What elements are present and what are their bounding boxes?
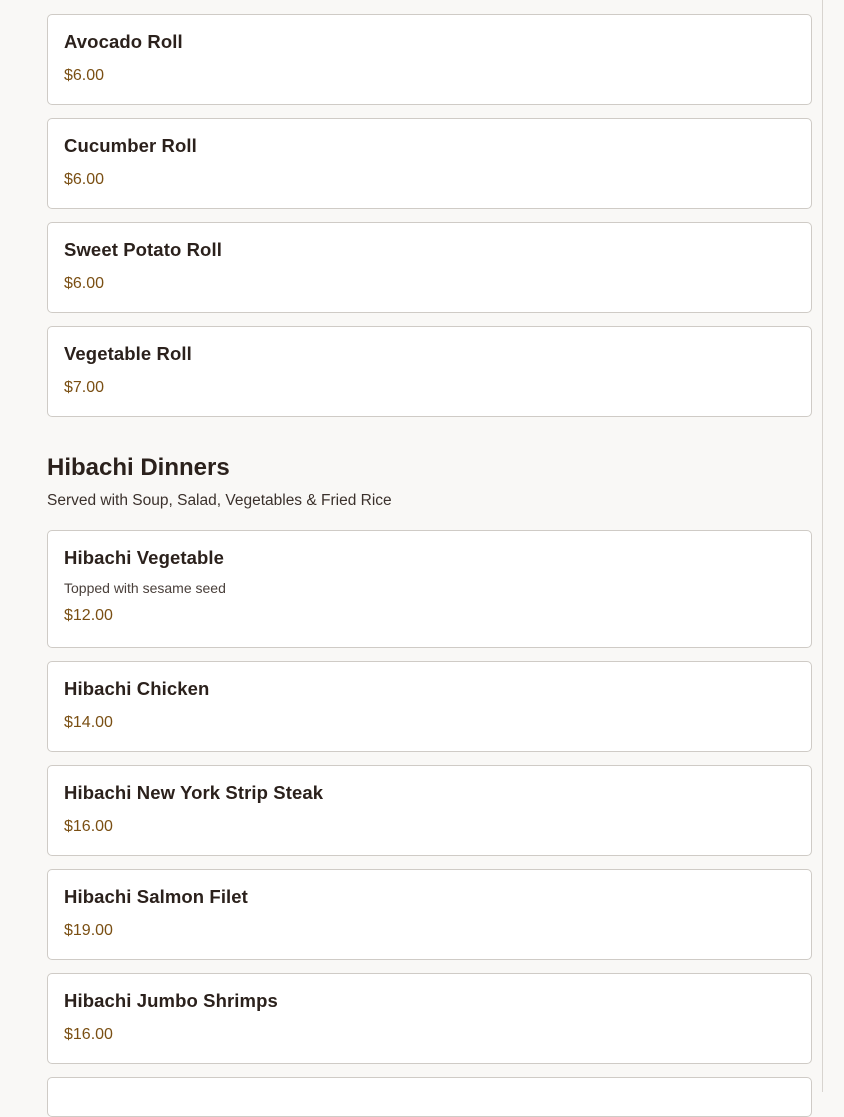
menu-item-price: $6.00 <box>64 275 105 292</box>
menu-item-price: $6.00 <box>64 67 105 84</box>
menu-item-price: $16.00 <box>64 1026 113 1043</box>
menu-item-price: $16.00 <box>64 818 113 835</box>
menu-item-card[interactable] <box>47 14 812 105</box>
menu-item-card[interactable] <box>47 118 812 209</box>
menu-item-description: Topped with sesame seed <box>64 580 226 596</box>
menu-item-card[interactable] <box>47 326 812 417</box>
menu-item-name: Avocado Roll <box>64 31 183 52</box>
hibachi-section <box>47 453 392 511</box>
menu-item-card-partial[interactable] <box>47 1077 812 1117</box>
menu-item-price: $7.00 <box>64 379 105 396</box>
menu-item-name: Hibachi Chicken <box>64 678 210 699</box>
menu-item-name: Hibachi Vegetable <box>64 547 225 568</box>
menu-item-card[interactable] <box>47 973 812 1064</box>
section-title: Hibachi Dinners <box>47 454 230 481</box>
menu-item-name: Hibachi New York Strip Steak <box>64 782 324 803</box>
menu-item-card[interactable] <box>47 222 812 313</box>
hibachi-list <box>47 530 812 1117</box>
menu-item-name: Hibachi Jumbo Shrimps <box>64 990 278 1011</box>
menu-item-card[interactable] <box>47 869 812 960</box>
menu-item-price: $19.00 <box>64 922 113 939</box>
menu-item-price: $12.00 <box>64 607 113 624</box>
menu-item-name: Sweet Potato Roll <box>64 239 222 260</box>
menu-item-card[interactable] <box>47 765 812 856</box>
menu-item-name: Cucumber Roll <box>64 135 197 156</box>
menu-item-price: $14.00 <box>64 714 113 731</box>
menu-item-card[interactable] <box>47 530 812 648</box>
menu-item-name: Hibachi Salmon Filet <box>64 886 248 907</box>
section-subtitle: Served with Soup, Salad, Vegetables & Fried Rice <box>47 492 392 509</box>
menu-item-name: Vegetable Roll <box>64 343 192 364</box>
menu-item-card[interactable] <box>47 661 812 752</box>
menu-item-price: $6.00 <box>64 171 105 188</box>
rolls-list <box>47 14 812 430</box>
